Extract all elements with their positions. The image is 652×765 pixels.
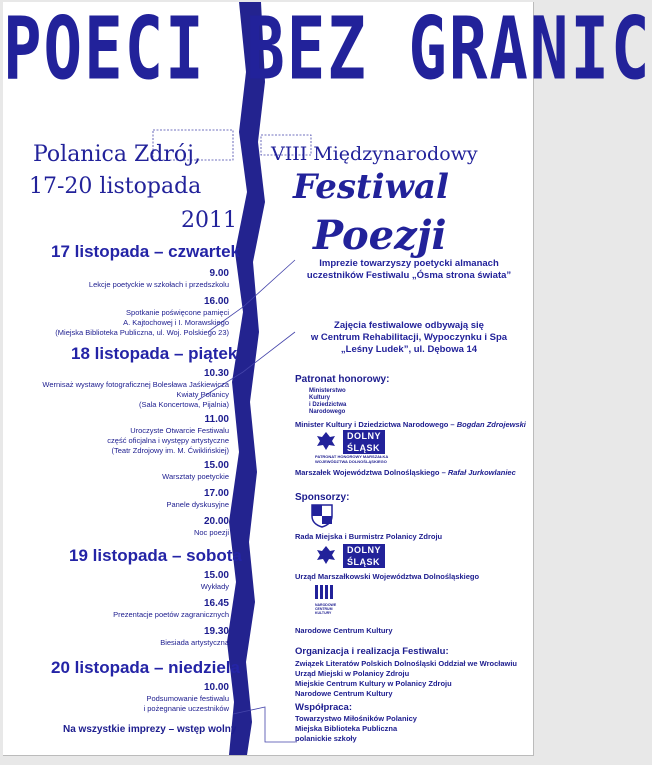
edition-label: VIII Międzynarodowy <box>271 143 478 165</box>
event-line: Noc poezji <box>193 528 229 537</box>
festival-dates: 17-20 listopada <box>29 174 202 199</box>
dolny-slask-logo-line: DOLNY <box>343 544 385 556</box>
event-time: 19.30 <box>203 626 229 637</box>
cooperation-name: polanickie szkoły <box>295 734 357 743</box>
event-time: 11.00 <box>204 414 229 425</box>
event-line: (Miejska Biblioteka Publiczna, ul. Woj. Polskiego 23) <box>55 328 229 337</box>
workshop-info-line: „Leśny Ludek”, ul. Dębowa 14 <box>340 344 478 355</box>
day-heading-17: 17 listopada – czwartek <box>51 242 240 261</box>
day-heading-20: 20 listopada – niedziela <box>51 658 240 677</box>
event-time: 10.30 <box>203 368 229 379</box>
ds-patron-sub: PATRONAT HONOROWY MARSZAŁKA <box>315 454 389 459</box>
sponsor-name: Narodowe Centrum Kultury <box>295 626 393 635</box>
sponsors-heading: Sponsorzy: <box>295 492 350 503</box>
event-line: A. Kajtochowej i I. Morawskiego <box>123 318 229 327</box>
marshal-patron-person: Rafał Jurkowlaniec <box>447 468 516 477</box>
organization-heading: Organizacja i realizacja Festiwalu: <box>295 646 449 657</box>
ministry-patron-person: Bogdan Zdrojewski <box>456 420 526 429</box>
entry-note: Na wszystkie imprezy – wstęp wolny <box>63 724 237 735</box>
organizer-name: Urząd Miejski w Polanicy Zdroju <box>295 669 410 678</box>
event-time: 17.00 <box>203 488 229 499</box>
event-line: i pożegnanie uczestników <box>143 704 229 713</box>
event-line: Warsztaty poetyckie <box>162 472 229 481</box>
festival-year: 2011 <box>181 208 237 233</box>
workshop-info-line: Zajęcia festiwalowe odbywają się <box>334 320 484 331</box>
organizer-name: Narodowe Centrum Kultury <box>295 689 393 698</box>
dolny-slask-logo <box>343 544 385 568</box>
city-name: Polanica Zdrój, <box>33 142 201 167</box>
event-time: 20.00 <box>203 516 229 527</box>
event-line: Podsumowanie festiwalu <box>146 694 229 703</box>
workshop-info-line: w Centrum Rehabilitacji, Wypoczynku i Spa <box>310 332 508 343</box>
poster-title: POECI BEZ GRANIC <box>3 0 652 100</box>
event-line: część oficjalna i występy artystyczne <box>107 436 229 445</box>
event-time: 16.00 <box>203 296 229 307</box>
nck-logo <box>315 584 337 615</box>
cooperation-name: Miejska Biblioteka Publiczna <box>295 724 398 733</box>
dolny-slask-eagle-icon <box>315 430 337 456</box>
cooperation-heading: Współpraca: <box>295 702 353 713</box>
festival-poster <box>3 0 652 756</box>
event-time: 10.00 <box>203 682 229 693</box>
ministry-logo-text: Ministerstwo <box>309 388 346 394</box>
almanac-info-line: Imprezie towarzyszy poetycki almanach <box>319 258 499 269</box>
ministry-logo-text: i Dziedzictwa <box>309 402 347 408</box>
event-time: 15.00 <box>203 570 229 581</box>
day-heading-18: 18 listopada – piątek <box>71 344 238 363</box>
dolny-slask-eagle-icon <box>315 544 337 570</box>
poetry-word: Poezji <box>313 212 447 259</box>
event-time: 16.45 <box>203 598 229 609</box>
sponsor-name: Urząd Marszałkowski Województwa Dolnośląskiego <box>295 572 480 581</box>
event-line: Biesiada artystyczna <box>160 638 229 647</box>
organizer-name: Związek Literatów Polskich Dolnośląski Oddział we Wrocławiu <box>295 659 518 668</box>
organizer-name: Miejskie Centrum Kultury w Polanicy Zdroju <box>295 679 452 688</box>
event-line: Spotkanie poświęcone pamięci <box>126 308 229 317</box>
dolny-slask-logo-line: ŚLĄSK <box>343 442 385 454</box>
event-time: 15.00 <box>203 460 229 471</box>
nck-logo-line: NARODOWE <box>315 603 337 607</box>
cooperation-name: Towarzystwo Miłośników Polanicy <box>295 714 417 723</box>
polanica-crest-icon <box>311 504 333 532</box>
ministry-logo-text: Narodowego <box>309 409 346 415</box>
event-time: 9.00 <box>209 268 229 279</box>
ministry-logo <box>309 388 379 416</box>
ministry-patron <box>295 420 526 429</box>
event-line: Kwiaty Polanicy <box>176 390 229 399</box>
event-line: Wykłady <box>200 582 229 591</box>
sponsor-name: Rada Miejska i Burmistrz Polanicy Zdroju <box>295 532 443 541</box>
ds-patron-sub: WOJEWÓDZTWA DOLNOŚLĄSKIEGO <box>315 459 387 464</box>
event-line: Wernisaż wystawy fotograficznej Bolesława Jaśkiewicza <box>42 380 229 389</box>
marshal-patron <box>295 468 516 477</box>
dolny-slask-logo-line: ŚLĄSK <box>343 556 385 568</box>
dolny-slask-logo <box>343 430 385 454</box>
dolny-slask-logo-line: DOLNY <box>343 430 385 442</box>
nck-logo-line: CENTRUM <box>315 607 333 611</box>
patronage-heading: Patronat honorowy: <box>295 374 390 385</box>
ministry-logo-text: Kultury <box>309 395 330 401</box>
event-line: Uroczyste Otwarcie Festiwalu <box>130 426 229 435</box>
day-heading-19: 19 listopada – sobota <box>69 546 242 565</box>
event-line: (Sala Koncertowa, Pijalnia) <box>138 400 229 409</box>
event-line: Prezentacje poetów zagranicznych <box>113 610 229 619</box>
event-line: Lekcje poetyckie w szkołach i przedszkolu <box>88 280 229 289</box>
ministry-patron-title: Minister Kultury i Dziedzictwa Narodowego – <box>295 420 457 429</box>
almanac-info-line: uczestników Festiwalu „Ósma strona świata” <box>306 270 512 281</box>
event-line: Panele dyskusyjne <box>166 500 229 509</box>
event-line: (Teatr Zdrojowy im. M. Ćwiklińskiej) <box>111 446 229 455</box>
marshal-patron-title: Marszałek Województwa Dolnośląskiego – <box>295 468 448 477</box>
festival-word: Festiwal <box>293 167 449 207</box>
nck-logo-line: KULTURY <box>315 611 332 615</box>
